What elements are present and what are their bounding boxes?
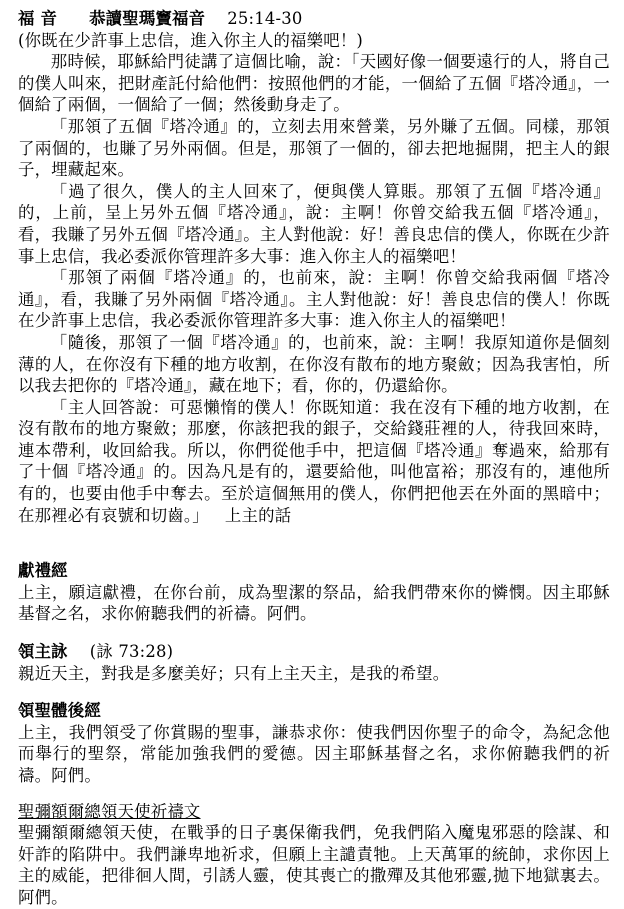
prayer-michael-text: 聖彌額爾總領天使，在戰爭的日子裏保衛我們，免我們陷入魔鬼邪惡的陰謀、和奸詐的陷阱中。我們謙卑地祈求，但願上主譴責牠。上天萬軍的統帥，求你因上主的威能，把徘徊人間，引誘人靈，使其喪亡的撒殫及其他邪靈,拋下地獄裏去。阿們。 (18, 823, 610, 907)
communion-antiphon-heading: 領主詠 (18, 642, 68, 662)
gospel-reading-title: 恭讀聖瑪竇福音 (89, 9, 206, 28)
offertory-text: 上主，願這獻禮，在你台前，成為聖潔的祭品，給我們帶來你的憐憫。因主耶穌基督之名，求你俯聽我們的祈禱。阿們。 (18, 582, 610, 624)
gospel-paragraph: 「隨後，那領了一個『塔冷通』的，也前來，說：主啊！我原知道你是個刻薄的人，在你沒有下種的地方收割，在你沒有散布的地方聚斂；因為我害怕，所以我去把你的『塔冷通』，藏在地下；看，你的，仍還給你。 (18, 332, 610, 396)
gospel-label: 福 音 (18, 9, 58, 28)
communion-antiphon-text: 親近天主，對我是多麼美好；只有上主天主，是我的希望。 (18, 663, 450, 683)
gospel-reference: 25:14-30 (227, 9, 303, 28)
communion-antiphon-heading-row (18, 641, 610, 663)
missal-page (18, 8, 610, 909)
gospel-paragraph: 那時候，耶穌給門徒講了這個比喻，說：「天國好像一個要遠行的人，將自己的僕人叫來，把財產託付給他們：按照他們的才能，一個給了五個『塔冷通』，一個給了兩個，一個給了一個；然後動身走了。 (18, 52, 610, 115)
gospel-paragraph: 「那領了五個『塔冷通』的，立刻去用來營業，另外賺了五個。同樣，那領了兩個的，也賺了另外兩個。但是，那領了一個的，卻去把地掘開，把主人的銀子，埋藏起來。 (18, 116, 610, 180)
post-communion-heading: 領聖體後經 (18, 701, 101, 721)
gospel-paragraph: 「主人回答說：可惡懶惰的僕人！你既知道：我在沒有下種的地方收割，在沒有散布的地方聚斂；那麼，你該把我的銀子，交給錢莊裡的人，待我回來時，連本帶利，收回給我。所以，你們從他手中，把這個『塔冷通』奪過來，給那有了十個『塔冷通』的。因為凡是有的，還要給他，叫他富裕；那沒有的，連他所有的，也要由他手中奪去。至於這個無用的僕人，你們把他丟在外面的黑暗中；在那裡必有哀號和切齒。」 (18, 397, 610, 525)
gospel-paragraph: 「那領了兩個『塔冷通』的，也前來，說：主啊！你曾交給我兩個『塔冷通』，看，我賺了另外兩個『塔冷通』。主人對他說：好！善良忠信的僕人！你既在少許事上忠信，我必委派你管理許多大事：進入你主人的福樂吧！ (18, 268, 610, 331)
gospel-closing: 上主的話 (224, 505, 292, 525)
post-communion-text: 上主，我們領受了你賞賜的聖事，謙恭求你：使我們因你聖子的命令，為紀念他而舉行的聖祭，常能加強我們的愛德。因主耶穌基督之名，求你俯聽我們的祈禱。阿們。 (18, 722, 610, 785)
gospel-header (18, 8, 610, 30)
prayer-michael-heading: 聖彌額爾總領天使祈禱文 (18, 801, 201, 821)
gospel-last-paragraph (18, 397, 610, 527)
offertory-heading: 獻禮經 (18, 561, 68, 581)
gospel-acclamation: (你既在少許事上忠信，進入你主人的福樂吧！) (18, 30, 364, 50)
communion-antiphon-reference: (詠 73:28) (89, 642, 174, 662)
gospel-paragraph: 「過了很久，僕人的主人回來了，便與僕人算賬。那領了五個『塔冷通』的，上前，呈上另外五個『塔冷通』，說：主啊！你曾交給我五個『塔冷通』，看，我賺了另外五個『塔冷通』。主人對他說：好！善良忠信的僕人，你既在少許事上忠信，我必委派你管理許多大事：進入你主人的福樂吧！ (18, 181, 610, 266)
